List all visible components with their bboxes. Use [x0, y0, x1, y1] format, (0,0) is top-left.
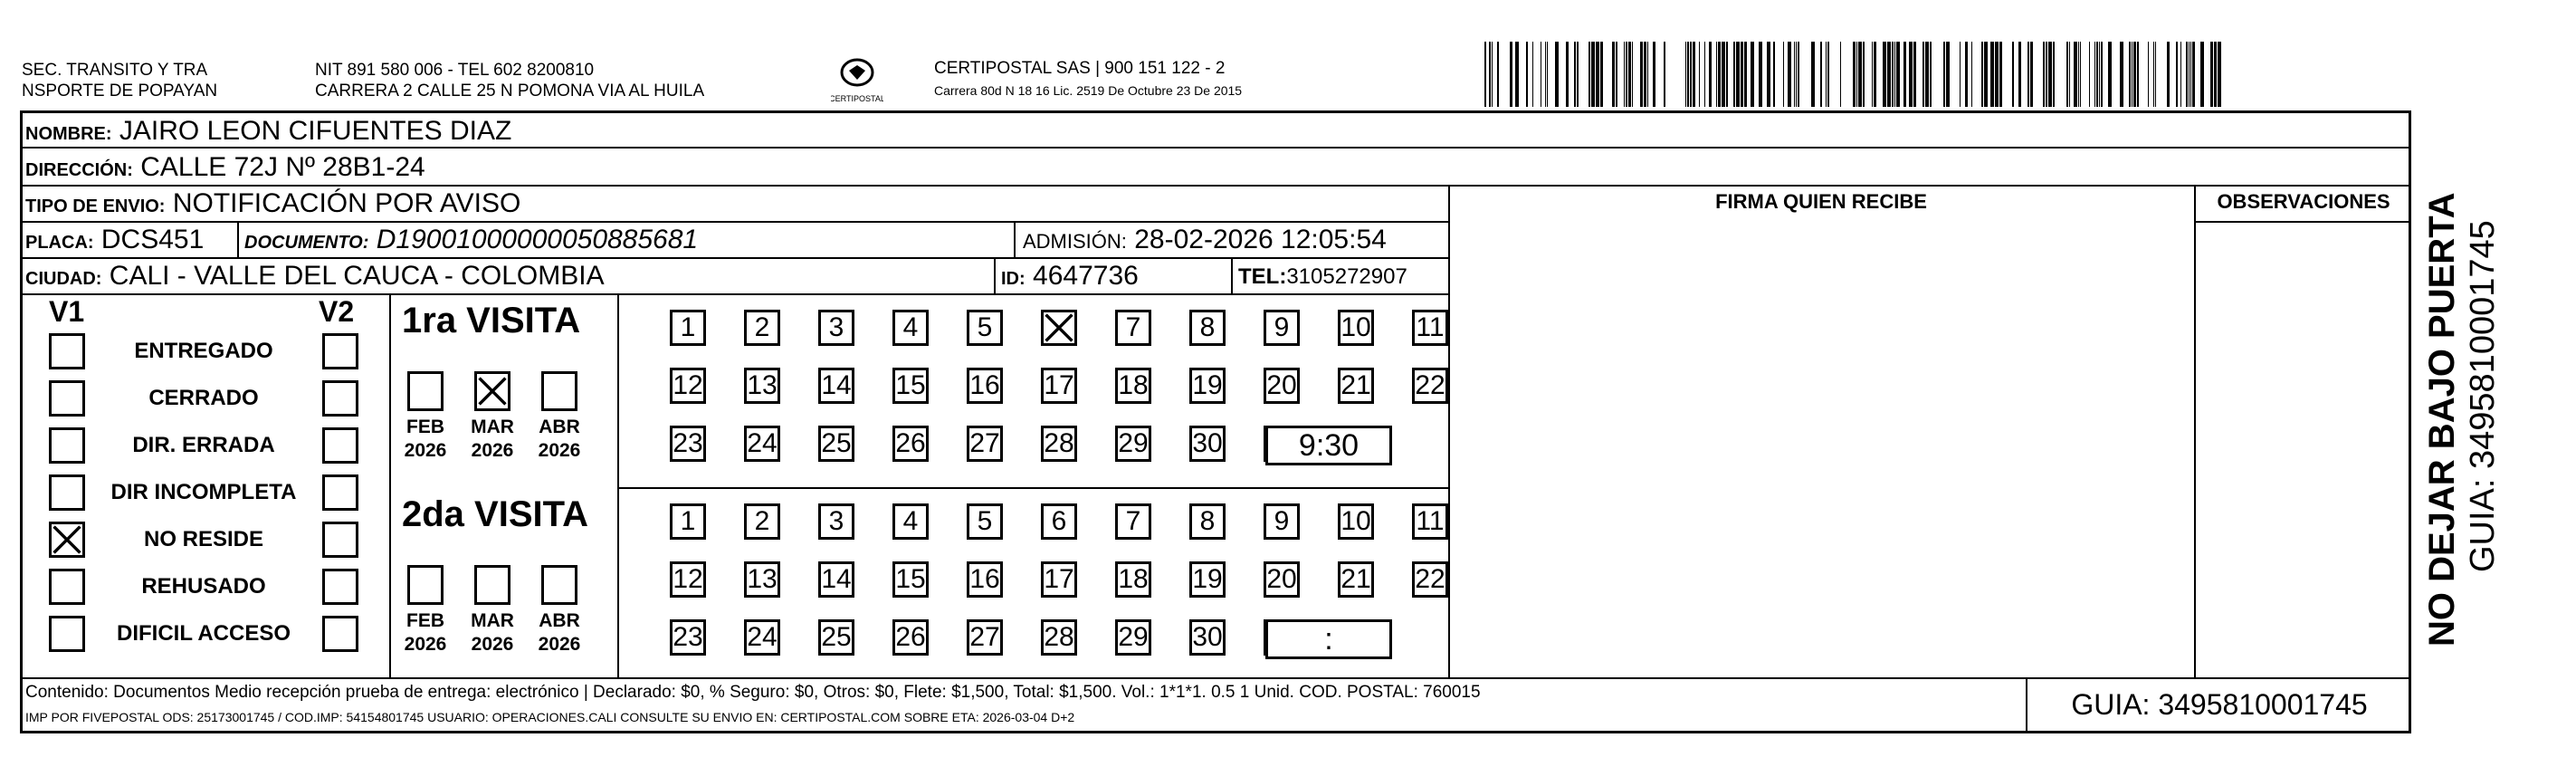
divider	[617, 487, 1450, 489]
barcode-bar	[1826, 42, 1827, 107]
barcode-bar	[1827, 42, 1829, 107]
day-box: 13	[744, 561, 780, 598]
barcode-bar	[1709, 42, 1712, 107]
sender-nit: NIT 891 580 006 - TEL 602 8200810	[315, 61, 595, 80]
barcode-bar	[1751, 42, 1754, 107]
visit1-title: 1ra VISITA	[402, 301, 581, 340]
month-year: 2026	[538, 634, 581, 655]
barcode-bar	[1600, 42, 1603, 107]
barcode-bar	[2190, 42, 2191, 107]
time-box: :	[1265, 619, 1392, 659]
barcode-bar	[1616, 42, 1617, 107]
barcode-bar	[1632, 42, 1633, 107]
v1-checkbox	[49, 427, 85, 464]
barcode-bar	[2030, 42, 2033, 107]
barcode-bar	[1612, 42, 1615, 107]
id-row	[1001, 261, 1139, 294]
barcode-bar	[1687, 42, 1689, 107]
status-label: DIR INCOMPLETA	[110, 480, 297, 504]
barcode-bar	[1773, 42, 1775, 107]
direccion-label: DIRECCIÓN:	[25, 160, 133, 180]
tipo-envio-value: NOTIFICACIÓN POR AVISO	[172, 188, 521, 218]
day-box: 23	[670, 619, 706, 656]
ciudad-row	[25, 261, 605, 294]
status-label: DIFICIL ACCESO	[116, 621, 291, 646]
barcode-bar	[1858, 42, 1862, 107]
barcode-bar	[1484, 42, 1486, 107]
barcode-bar	[1903, 42, 1906, 107]
admision-value: 28-02-2026 12:05:54	[1134, 225, 1387, 254]
side-guia: GUIA: 3495810001745	[2464, 220, 2502, 572]
barcode-bar	[1913, 42, 1916, 107]
v1-checkbox	[49, 380, 85, 417]
placa-row	[25, 225, 204, 258]
divider	[2194, 185, 2196, 679]
day-box: 5	[967, 503, 1003, 540]
day-box: 9	[1264, 503, 1300, 540]
barcode-bar	[1990, 42, 1994, 107]
barcode-bar	[2048, 42, 2052, 107]
barcode-bar	[2210, 42, 2213, 107]
barcode-bar	[1796, 42, 1797, 107]
barcode-bar	[2214, 42, 2217, 107]
day-box: 17	[1041, 561, 1077, 598]
day-box: 26	[892, 426, 929, 462]
divider	[389, 293, 391, 677]
barcode-bar	[1492, 42, 1493, 107]
v1-checkbox	[49, 333, 85, 369]
barcode-bar	[1574, 42, 1576, 107]
day-box: 12	[670, 561, 706, 598]
barcode-bar	[1555, 42, 1559, 107]
observaciones-label: OBSERVACIONES	[2217, 190, 2390, 213]
day-box: 27	[967, 426, 1003, 462]
barcode-bar	[1946, 42, 1950, 107]
barcode-bar	[1798, 42, 1799, 107]
tipo-envio-row	[25, 188, 520, 222]
barcode-bar	[1685, 42, 1686, 107]
barcode-bar	[1653, 42, 1655, 107]
barcode-bar	[2074, 42, 2077, 107]
imp-text: IMP POR FIVEPOSTAL ODS: 25173001745 / COD.IMP: 54154801745 USUARIO: OPERACIONES.CALI CONSULTE SU ENVIO EN: CERTIPOSTAL.COM SOBRE ETA: 2026-03-04 D+2	[25, 710, 1075, 724]
barcode-bar	[1589, 42, 1590, 107]
month-label: MAR	[471, 417, 514, 437]
barcode-bar	[1999, 42, 2002, 107]
day-box: 1	[670, 503, 706, 540]
barcode-bar	[2129, 42, 2131, 107]
barcode-bar	[1736, 42, 1740, 107]
barcode-bar	[2120, 42, 2123, 107]
barcode-bar	[1722, 42, 1725, 107]
barcode-bar	[2167, 42, 2170, 107]
barcode-bar	[2108, 42, 2112, 107]
day-box: 15	[892, 368, 929, 404]
barcode-bar	[1664, 42, 1665, 107]
day-box: 19	[1189, 368, 1226, 404]
barcode-bar	[1922, 42, 1924, 107]
day-box: 22	[1412, 561, 1448, 598]
placa-value: DCS451	[100, 225, 205, 254]
v1-checkbox	[49, 616, 85, 652]
id-value: 4647736	[1033, 261, 1139, 291]
divider	[20, 257, 1450, 259]
sender-address: CARRERA 2 CALLE 25 N POMONA VIA AL HUILA	[315, 81, 705, 101]
day-box: 20	[1264, 561, 1300, 598]
barcode-bar	[1863, 42, 1865, 107]
barcode-bar	[2189, 42, 2190, 107]
status-label: NO RESIDE	[143, 527, 264, 551]
day-box: 16	[967, 561, 1003, 598]
barcode-bar	[2096, 42, 2098, 107]
barcode-bar	[1925, 42, 1929, 107]
barcode-bar	[1896, 42, 1900, 107]
day-box	[1041, 310, 1077, 346]
barcode-bar	[1624, 42, 1625, 107]
divider	[20, 677, 2411, 679]
barcode-bar	[2192, 42, 2195, 107]
barcode-bar	[1596, 42, 1599, 107]
day-box: 2	[744, 503, 780, 540]
barcode-bar	[2043, 42, 2045, 107]
barcode-bar	[1733, 42, 1735, 107]
barcode-bar	[1943, 42, 1945, 107]
v2-checkbox	[322, 522, 358, 558]
barcode-bar	[1892, 42, 1894, 107]
barcode-bar	[1744, 42, 1747, 107]
barcode-bar	[1693, 42, 1695, 107]
barcode-bar	[1547, 42, 1548, 107]
month-checkbox	[407, 565, 444, 605]
divider	[2194, 221, 2411, 223]
day-box: 17	[1041, 368, 1077, 404]
v2-checkbox	[322, 380, 358, 417]
divider	[1014, 221, 1016, 257]
day-box: 4	[892, 310, 929, 346]
barcode-bar	[1767, 42, 1770, 107]
direccion-value: CALLE 72J Nº 28B1-24	[140, 152, 425, 182]
day-box: 30	[1189, 619, 1226, 656]
day-box: 11	[1412, 503, 1448, 540]
tel-row	[1238, 264, 1407, 290]
barcode-bar	[1930, 42, 1932, 107]
day-box: 11	[1412, 310, 1448, 346]
day-box: 1	[670, 310, 706, 346]
barcode-bar	[1644, 42, 1646, 107]
barcode-bar	[1984, 42, 1988, 107]
day-box: 10	[1338, 310, 1374, 346]
month-label: MAR	[471, 610, 514, 631]
nombre-value: JAIRO LEON CIFUENTES DIAZ	[119, 116, 512, 146]
day-box: 22	[1412, 368, 1448, 404]
day-box: 21	[1338, 561, 1374, 598]
v2-label: V2	[319, 295, 355, 328]
day-box: 12	[670, 368, 706, 404]
barcode-bar	[2089, 42, 2090, 107]
barcode-bar	[2080, 42, 2081, 107]
month-checkbox	[474, 565, 510, 605]
barcode-bar	[1628, 42, 1631, 107]
day-box: 25	[818, 426, 854, 462]
month-label: ABR	[539, 610, 580, 631]
v1-checkbox	[49, 474, 85, 511]
barcode-bar	[1788, 42, 1791, 107]
barcode-bar	[2027, 42, 2029, 107]
barcode-bar	[1497, 42, 1499, 107]
barcode-bar	[2078, 42, 2079, 107]
v2-checkbox	[322, 569, 358, 605]
month-checkbox	[541, 565, 577, 605]
barcode-bar	[2094, 42, 2095, 107]
day-box: 26	[892, 619, 929, 656]
admision-label: ADMISIÓN:	[1023, 230, 1127, 253]
divider	[994, 257, 996, 293]
day-box: 9	[1264, 310, 1300, 346]
divider	[617, 293, 619, 677]
placa-label: PLACA:	[25, 233, 94, 253]
sender-info	[315, 60, 704, 101]
v2-checkbox	[322, 616, 358, 652]
side-warning: NO DEJAR BAJO PUERTA	[2422, 192, 2462, 647]
tel-label: TEL:	[1238, 264, 1287, 289]
status-label: ENTREGADO	[134, 339, 273, 363]
nombre-row	[25, 116, 511, 149]
barcode-bar	[2186, 42, 2188, 107]
barcode-bar	[1883, 42, 1886, 107]
barcode-bar	[1872, 42, 1873, 107]
day-box: 30	[1189, 426, 1226, 462]
barcode-bar	[1718, 42, 1721, 107]
month-year: 2026	[471, 440, 514, 461]
barcode-bar	[1811, 42, 1815, 107]
firma-label: FIRMA QUIEN RECIBE	[1715, 190, 1927, 213]
status-label: REHUSADO	[141, 574, 266, 599]
barcode-bar	[1965, 42, 1968, 107]
barcode-bar	[2099, 42, 2100, 107]
barcode-bar	[2218, 42, 2221, 107]
day-box: 13	[744, 368, 780, 404]
barcode-bar	[2066, 42, 2068, 107]
barcode-bar	[1840, 42, 1841, 107]
v2-checkbox	[322, 333, 358, 369]
barcode-bar	[1741, 42, 1743, 107]
v1-checkbox	[49, 522, 85, 558]
month-checkbox	[474, 371, 510, 411]
barcode-bar	[2148, 42, 2149, 107]
direccion-row	[25, 152, 425, 186]
documento-row	[244, 225, 698, 258]
barcode-bar	[2180, 42, 2181, 107]
divider	[1231, 257, 1233, 293]
barcode-bar	[1726, 42, 1728, 107]
certipostal-logo	[831, 53, 883, 107]
barcode-bar	[1995, 42, 1999, 107]
barcode-bar	[2012, 42, 2014, 107]
barcode-bar	[1783, 42, 1784, 107]
barcode-bar	[1856, 42, 1857, 107]
barcode-bar	[2137, 42, 2139, 107]
barcode-bar	[1591, 42, 1595, 107]
day-box: 7	[1115, 503, 1151, 540]
barcode-bar	[2069, 42, 2070, 107]
barcode-bar	[1626, 42, 1627, 107]
day-box: 24	[744, 619, 780, 656]
barcode-bar	[2176, 42, 2178, 107]
barcode-bar	[1909, 42, 1913, 107]
barcode-bar	[1640, 42, 1643, 107]
day-box: 18	[1115, 368, 1151, 404]
nombre-label: NOMBRE:	[25, 124, 112, 144]
barcode-bar	[1894, 42, 1895, 107]
id-label: ID:	[1001, 269, 1026, 289]
month-year: 2026	[471, 634, 514, 655]
barcode-bar	[1532, 42, 1533, 107]
day-box: 8	[1189, 310, 1226, 346]
day-box: 14	[818, 561, 854, 598]
v1-checkbox	[49, 569, 85, 605]
barcode-bar	[2133, 42, 2136, 107]
status-label: DIR. ERRADA	[132, 433, 275, 457]
barcode-bar	[1820, 42, 1822, 107]
barcode-bar	[2018, 42, 2021, 107]
company-name: CERTIPOSTAL SAS | 900 151 122 - 2	[934, 59, 1226, 78]
month-label: FEB	[406, 610, 444, 631]
month-year: 2026	[404, 440, 447, 461]
day-box: 28	[1041, 619, 1077, 656]
barcode-bar	[1647, 42, 1648, 107]
tipo-envio-label: TIPO DE ENVIO:	[25, 196, 166, 216]
day-box: 10	[1338, 503, 1374, 540]
day-box: 29	[1115, 426, 1151, 462]
month-checkbox	[541, 371, 577, 411]
barcode-bar	[1887, 42, 1891, 107]
barcode-bar	[1566, 42, 1569, 107]
sender-line-1: SEC. TRANSITO Y TRA	[22, 61, 208, 80]
visit2-title: 2da VISITA	[402, 494, 588, 534]
day-box: 6	[1041, 503, 1077, 540]
ciudad-value: CALI - VALLE DEL CAUCA - COLOMBIA	[109, 261, 605, 291]
day-box: 3	[818, 310, 854, 346]
month-label: ABR	[539, 417, 580, 437]
day-box: 20	[1264, 368, 1300, 404]
barcode-bar	[1510, 42, 1512, 107]
barcode-bar	[1515, 42, 1519, 107]
time-box: 9:30	[1265, 426, 1392, 465]
svg-text:CERTIPOSTAL: CERTIPOSTAL	[831, 94, 883, 103]
v1-label: V1	[49, 295, 85, 328]
barcode-bar	[1489, 42, 1491, 107]
day-box: 23	[670, 426, 706, 462]
barcode-bar	[2155, 42, 2156, 107]
barcode-bar	[1526, 42, 1528, 107]
day-box: 29	[1115, 619, 1151, 656]
month-year: 2026	[404, 634, 447, 655]
barcode-bar	[1759, 42, 1762, 107]
tel-value: 3105272907	[1286, 264, 1407, 289]
documento-value: D19001000000050885681	[376, 225, 699, 254]
day-box: 18	[1115, 561, 1151, 598]
barcode-bar	[1699, 42, 1700, 107]
v2-checkbox	[322, 474, 358, 511]
documento-label: DOCUMENTO:	[244, 233, 369, 253]
day-box: 15	[892, 561, 929, 598]
barcode-bar	[1971, 42, 1972, 107]
barcode-bar	[2153, 42, 2154, 107]
barcode-bar	[1704, 42, 1705, 107]
divider	[237, 221, 239, 257]
ciudad-label: CIUDAD:	[25, 269, 102, 289]
month-year: 2026	[538, 440, 581, 461]
day-box: 5	[967, 310, 1003, 346]
day-box: 24	[744, 426, 780, 462]
day-box: 16	[967, 368, 1003, 404]
sender-name	[22, 60, 217, 101]
company-info	[934, 58, 1242, 99]
barcode-bar	[1853, 42, 1856, 107]
day-box: 14	[818, 368, 854, 404]
day-box: 7	[1115, 310, 1151, 346]
barcode-bar	[2200, 42, 2204, 107]
barcode-bar	[1794, 42, 1795, 107]
barcode-bar	[1545, 42, 1546, 107]
divider	[1448, 185, 1450, 679]
barcode-bar	[1716, 42, 1717, 107]
day-box: 19	[1189, 561, 1226, 598]
contenido-text: Contenido: Documentos Medio recepción prueba de entrega: electrónico | Declarado: $0, % Seguro: $0, Otros: $0, Flete: $1,500, Total: $1,500. Vol.: 1*1*1. 0.5 1 Unid. COD. POSTAL: 760015	[25, 683, 1481, 702]
day-box: 4	[892, 503, 929, 540]
month-label: FEB	[406, 417, 444, 437]
barcode-bar	[1981, 42, 1983, 107]
day-box: 8	[1189, 503, 1226, 540]
barcode-bar	[2046, 42, 2047, 107]
sender-line-2: NSPORTE DE POPAYAN	[22, 81, 218, 101]
barcode	[1484, 42, 2227, 107]
barcode-bar	[2101, 42, 2103, 107]
barcode-bar	[1577, 42, 1579, 107]
day-box: 25	[818, 619, 854, 656]
barcode-bar	[1960, 42, 1961, 107]
company-address: Carrera 80d N 18 16 Lic. 2519 De Octubre 23 De 2015	[934, 83, 1243, 98]
v2-checkbox	[322, 427, 358, 464]
guia-footer: GUIA: 3495810001745	[2071, 688, 2368, 721]
month-checkbox	[407, 371, 444, 411]
barcode-bar	[1874, 42, 1876, 107]
barcode-bar	[1690, 42, 1692, 107]
day-box: 2	[744, 310, 780, 346]
status-label: CERRADO	[148, 386, 259, 410]
admision-row	[1023, 225, 1387, 257]
day-box: 28	[1041, 426, 1077, 462]
day-box: 27	[967, 619, 1003, 656]
day-box: 21	[1338, 368, 1374, 404]
barcode-bar	[2053, 42, 2055, 107]
day-box: 3	[818, 503, 854, 540]
